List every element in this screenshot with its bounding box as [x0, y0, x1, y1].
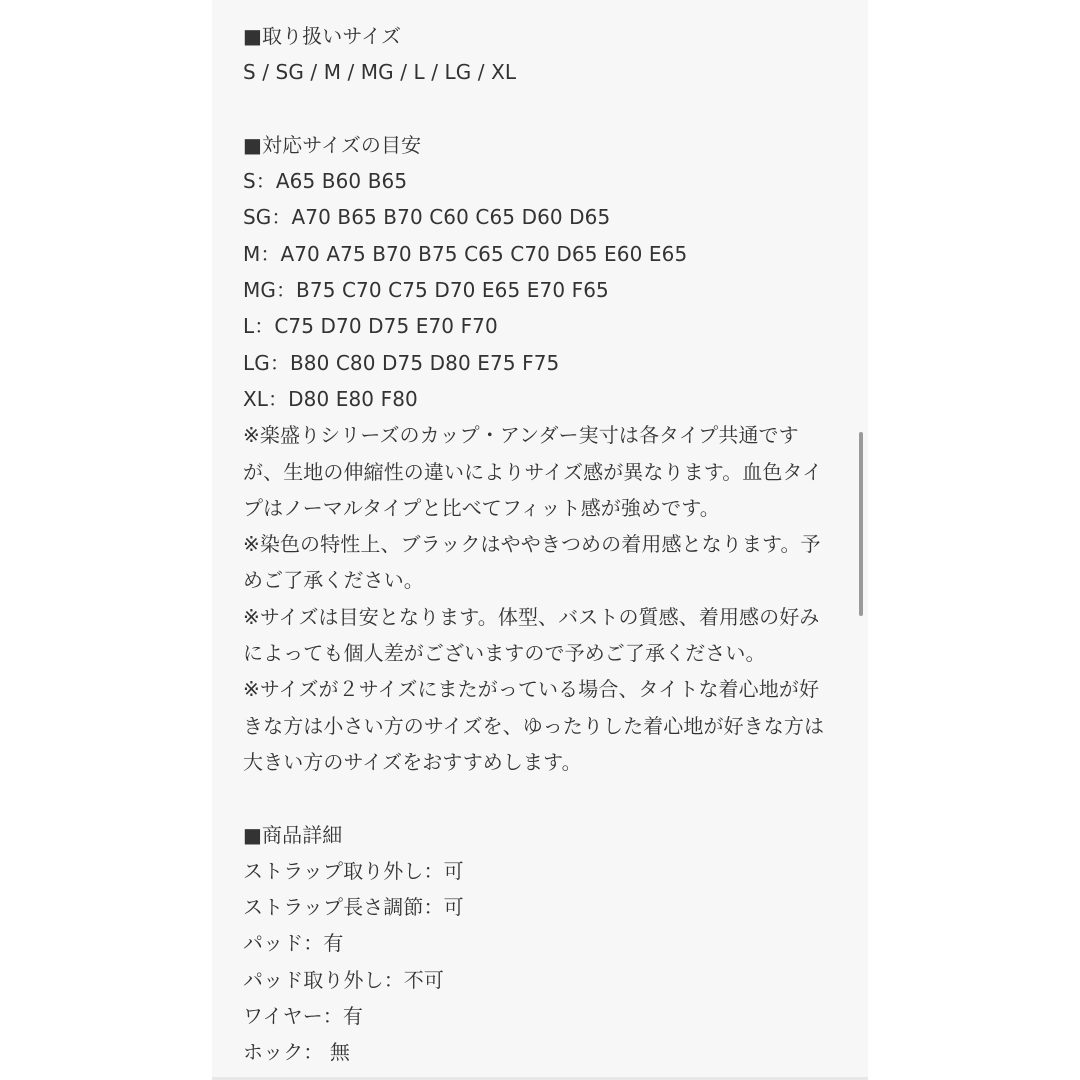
size-guide-row-mg: MG：B75 C70 C75 D70 E65 E70 F65: [243, 278, 609, 303]
size-guide-row-s: S：A65 B60 B65: [243, 169, 408, 194]
size-note-line: プはノーマルタイプと比べてフィット感が強めです。: [243, 495, 720, 520]
detail-row-pad-removable: パッド取り外し：不可: [243, 967, 444, 992]
size-guide-row-xl: XL：D80 E80 F80: [243, 386, 418, 411]
size-note-line: めご了承ください。: [243, 568, 424, 593]
size-note-line: ※楽盛りシリーズのカップ・アンダー実寸は各タイプ共通です: [243, 423, 799, 448]
size-note-line: きな方は小さい方のサイズを、ゆったりした着心地が好きな方は: [243, 713, 825, 738]
product-description-panel: [212, 0, 868, 1078]
size-guide-row-m: M：A70 A75 B70 B75 C65 C70 D65 E60 E65: [243, 241, 688, 266]
detail-row-hook: ホック： 無: [243, 1040, 350, 1065]
detail-row-strap-removable: ストラップ取り外し：可: [243, 858, 464, 883]
size-note-line: ※染色の特性上、ブラックはややきつめの着用感となります。予: [243, 532, 821, 557]
size-note-line: 大きい方のサイズをおすすめします。: [243, 749, 582, 774]
spacer: [243, 91, 843, 127]
size-guide-row-lg: LG：B80 C80 D75 D80 E75 F75: [243, 350, 560, 375]
sizes-heading: ■取り扱いサイズ: [243, 24, 402, 48]
size-note-line: によっても個人差がございますので予めご了承ください。: [243, 641, 766, 666]
scrollbar-thumb[interactable]: [859, 432, 863, 616]
detail-row-pad: パッド：有: [243, 931, 344, 956]
detail-row-wire: ワイヤー：有: [243, 1004, 363, 1029]
size-note-line: が、生地の伸縮性の違いによりサイズ感が異なります。血色タイ: [243, 459, 823, 484]
size-guide-row-l: L：C75 D70 D75 E70 F70: [243, 314, 498, 339]
spacer: [243, 780, 843, 816]
product-description: [243, 18, 843, 1071]
size-note-line: ※サイズが２サイズにまたがっている場合、タイトな着心地が好: [243, 677, 820, 702]
size-guide-heading: ■対応サイズの目安: [243, 132, 422, 157]
size-guide-row-sg: SG：A70 B65 B70 C60 C65 D60 D65: [243, 205, 611, 230]
size-note-line: ※サイズは目安となります。体型、バストの質感、着用感の好み: [243, 604, 820, 629]
detail-row-strap-adjustable: ストラップ長さ調節：可: [243, 895, 464, 920]
sizes-values: S / SG / M / MG / L / LG / XL: [243, 60, 517, 85]
details-heading: ■商品詳細: [243, 822, 343, 847]
